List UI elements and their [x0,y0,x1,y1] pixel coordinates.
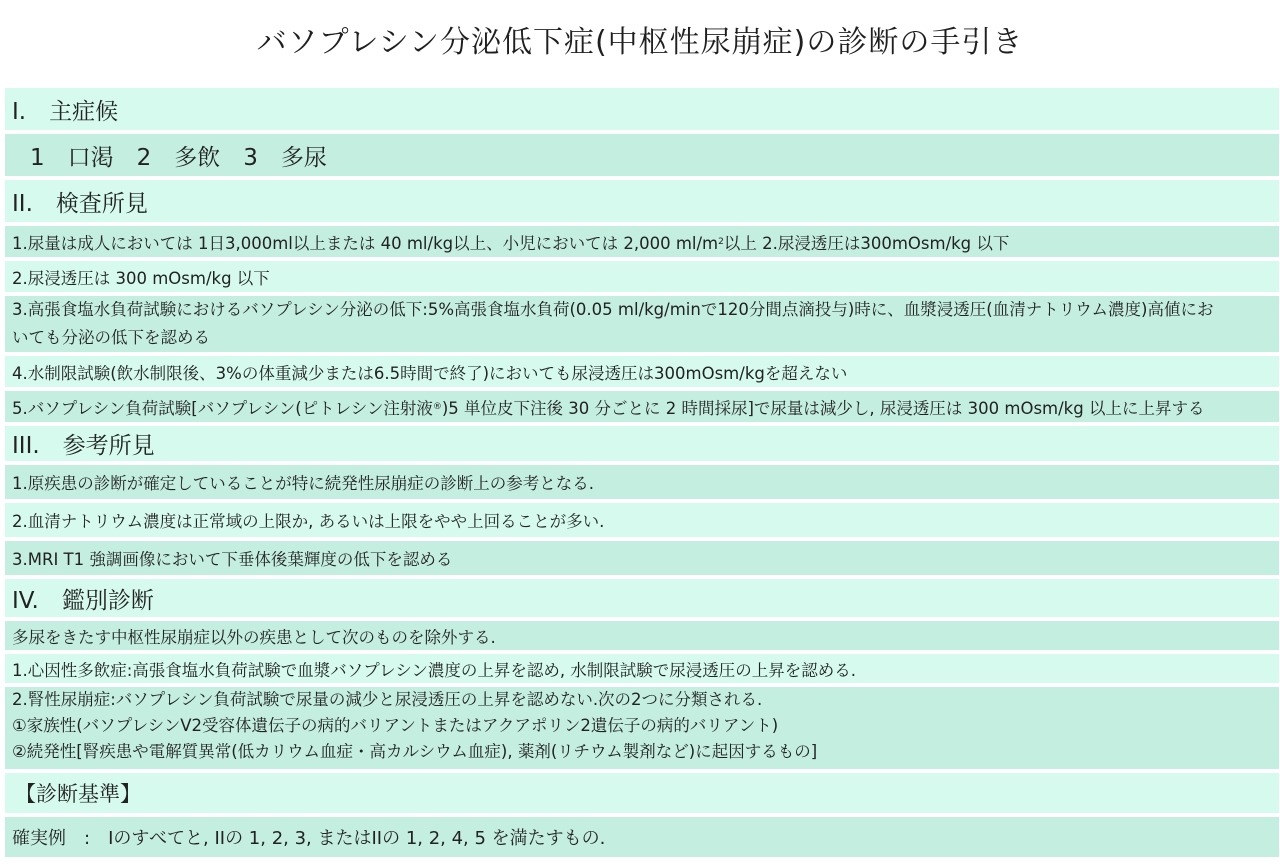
test-finding-5 [5,391,1279,422]
test-finding-5-registered-mark: ® [432,401,442,412]
page-title: バソプレシン分泌低下症(中枢性尿崩症)の診断の手引き [256,25,1024,60]
differential-item-2-line-3: ②続発性[腎疾患や電解質異常(低カリウム血症・高カルシウム血症), 薬剤(リチウム製剤など)に起因するもの] [12,742,818,761]
test-finding-3-line-2: いても分泌の低下を認める [12,328,210,347]
section-heading-main-symptoms: I. 主症候 [5,88,1279,130]
test-finding-5-text: 5.バソプレシン負荷試験[バソプレシン(ピトレシン注射液 [12,398,433,418]
reference-finding-1: 1.原疾患の診断が確定していることが特に続発性尿崩症の診断上の参考となる. [5,465,1279,499]
test-finding-3-line-1: 3.高張食塩水負荷試験におけるバソプレシン分泌の低下:5%高張食塩水負荷(0.05 ml/kg/minで120分間点滴投与)時に、血漿浸透圧(血清ナトリウム濃度)高値にお [12,300,1214,319]
differential-item-1: 1.心因性多飲症:高張食塩水負荷試験で血漿バソプレシン濃度の上昇を認め, 水制限試験で尿浸透圧の上昇を認める. [5,654,1279,683]
test-finding-4: 4.水制限試験(飲水制限後、3%の体重減少または6.5時間で終了)においても尿浸透圧は300mOsm/kgを超えない [5,356,1279,387]
main-symptoms-list: 1 口渇 2 多飲 3 多尿 [5,134,1279,176]
section-heading-test-findings: II. 検査所見 [5,180,1279,222]
reference-finding-3: 3.MRI T1 強調画像において下垂体後葉輝度の低下を認める [5,541,1279,575]
section-heading-diagnostic-criteria: 【診断基準】 [5,773,1279,813]
differential-intro: 多尿をきたす中枢性尿崩症以外の疾患として次のものを除外する. [5,621,1279,650]
section-heading-differential-diagnosis: IV. 鑑別診断 [5,579,1279,617]
test-finding-1-text: 1.尿量は成人においては 1日3,000ml以上または 40 ml/kg以上、小児においては 2,000 ml/m [12,233,719,253]
test-finding-5-text-cont: )5 単位皮下注後 30 分ごとに 2 時間採尿]で尿量は減少し, 尿浸透圧は 300 mOsm/kg 以上に上昇する [441,398,1205,418]
differential-item-2-line-1: 2.腎性尿崩症:バソプレシン負荷試験で尿量の減少と尿浸透圧の上昇を認めない.次の2つに分類される. [12,690,763,709]
test-finding-3 [5,296,1279,352]
criteria-table [5,88,1279,861]
test-finding-2: 2.尿浸透圧は 300 mOsm/kg 以下 [5,261,1279,292]
test-finding-1-text-cont: 以上 2.尿浸透圧は300mOsm/kg 以下 [723,233,1010,253]
test-finding-1-superscript: 2 [718,236,724,247]
section-heading-reference-findings: III. 参考所見 [5,426,1279,461]
differential-item-2-line-2: ①家族性(バソプレシンV2受容体遺伝子の病的バリアントまたはアクアポリン2遺伝子の病的バリアント) [12,716,779,735]
reference-finding-2: 2.血清ナトリウム濃度は正常域の上限か, あるいは上限をやや上回ることが多い. [5,503,1279,537]
test-finding-1 [5,226,1279,257]
differential-item-2 [5,687,1279,769]
definite-case-criteria: 確実例 : Iのすべてと, IIの 1, 2, 3, またはIIの 1, 2, 4, 5 を満たすもの. [5,817,1279,857]
